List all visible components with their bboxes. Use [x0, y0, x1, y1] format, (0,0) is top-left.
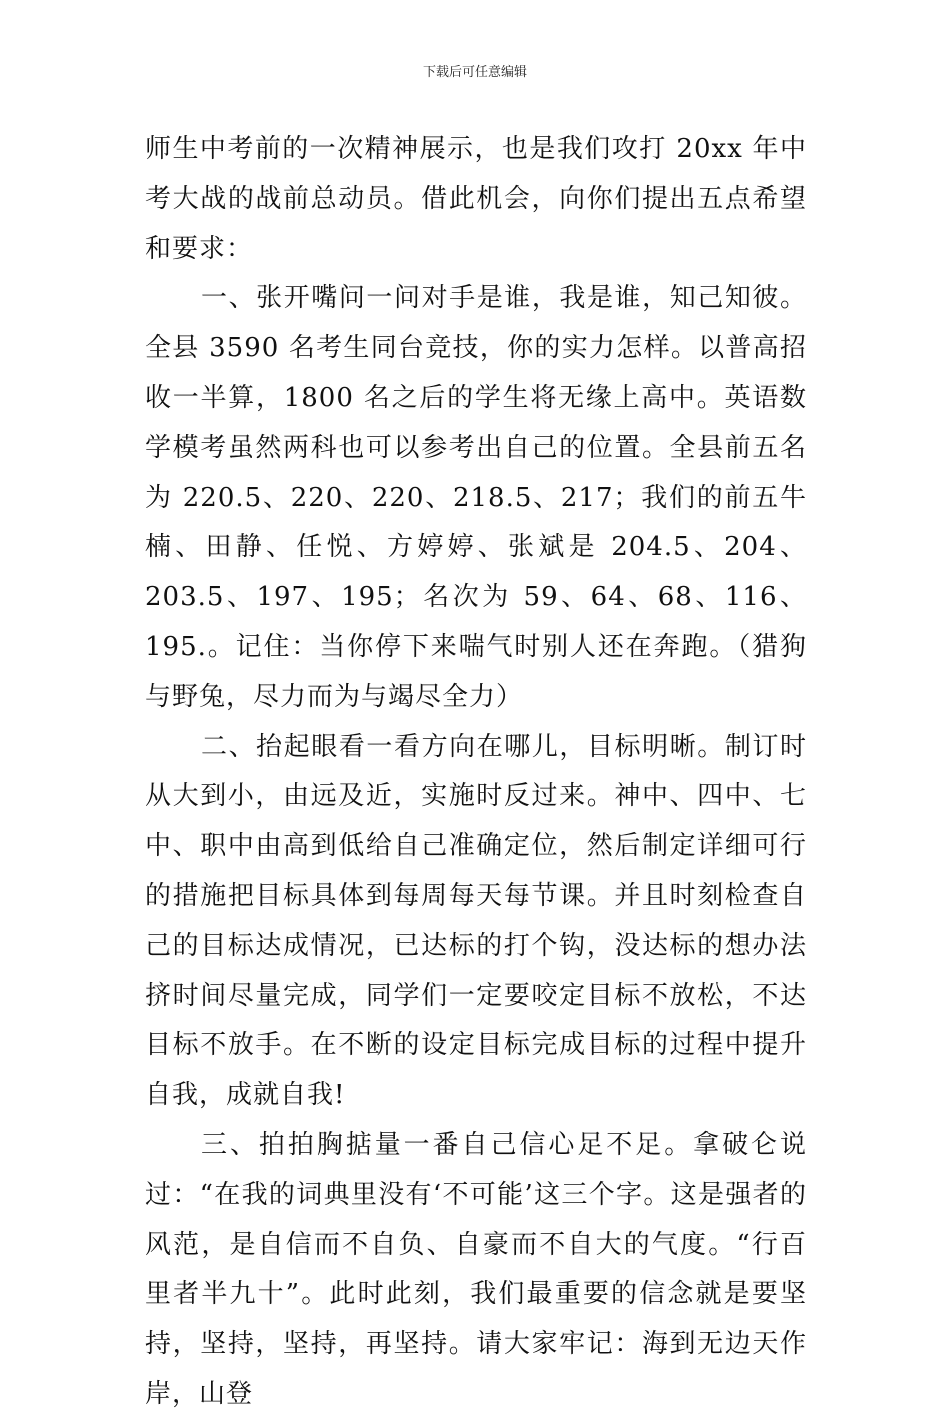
- paragraph-intro-continued: 师生中考前的一次精神展示，也是我们攻打 20xx 年中考大战的战前总动员。借此机会，向你们提出五点希望和要求：: [145, 134, 807, 264]
- paragraph-point-three: 三、拍拍胸掂量一番自己信心足不足。拿破仑说过：“在我的词典里没有‘不可能’这三个字。这是强者的风范，是自信而不自负、自豪而不自大的气度。“行百里者半九十”。此时此刻，我们最重要的信念就是要坚持，坚持，坚持，再坚持。请大家牢记：海到无边天作岸，山登: [145, 1129, 807, 1409]
- page-header: 下载后可任意编辑: [422, 65, 527, 80]
- paragraph-point-two: 二、抬起眼看一看方向在哪儿，目标明晰。制订时从大到小，由远及近，实施时反过来。神中、四中、七中、职中由高到低给自己准确定位，然后制定详细可行的措施把目标具体到每周每天每节课。并且时刻检查自己的目标达成情况，已达标的打个钩，没达标的想办法挤时间尽量完成，同学们一定要咬定目标不放松，不达目标不放手。在不断的设定目标完成目标的过程中提升自我，成就自我!: [145, 731, 807, 1111]
- paragraph-point-one: 一、张开嘴问一问对手是谁，我是谁，知己知彼。全县 3590 名考生同台竞技，你的实力怎样。以普高招收一半算，1800 名之后的学生将无缘上高中。英语数学模考虽然两科也可以参考出自己的位置。全县前五名为 220.5、220、220、218.5、217；我们的前五牛楠、田静、任悦、方婷婷、张斌是 204.5、204、203.5、197、195；名次为 59、64、68、116、195.。记住：当你停下来喘气时别人还在奔跑。（猎狗与野兔，尽力而为与竭尽全力）: [145, 283, 807, 712]
- document-body: [145, 125, 807, 1420]
